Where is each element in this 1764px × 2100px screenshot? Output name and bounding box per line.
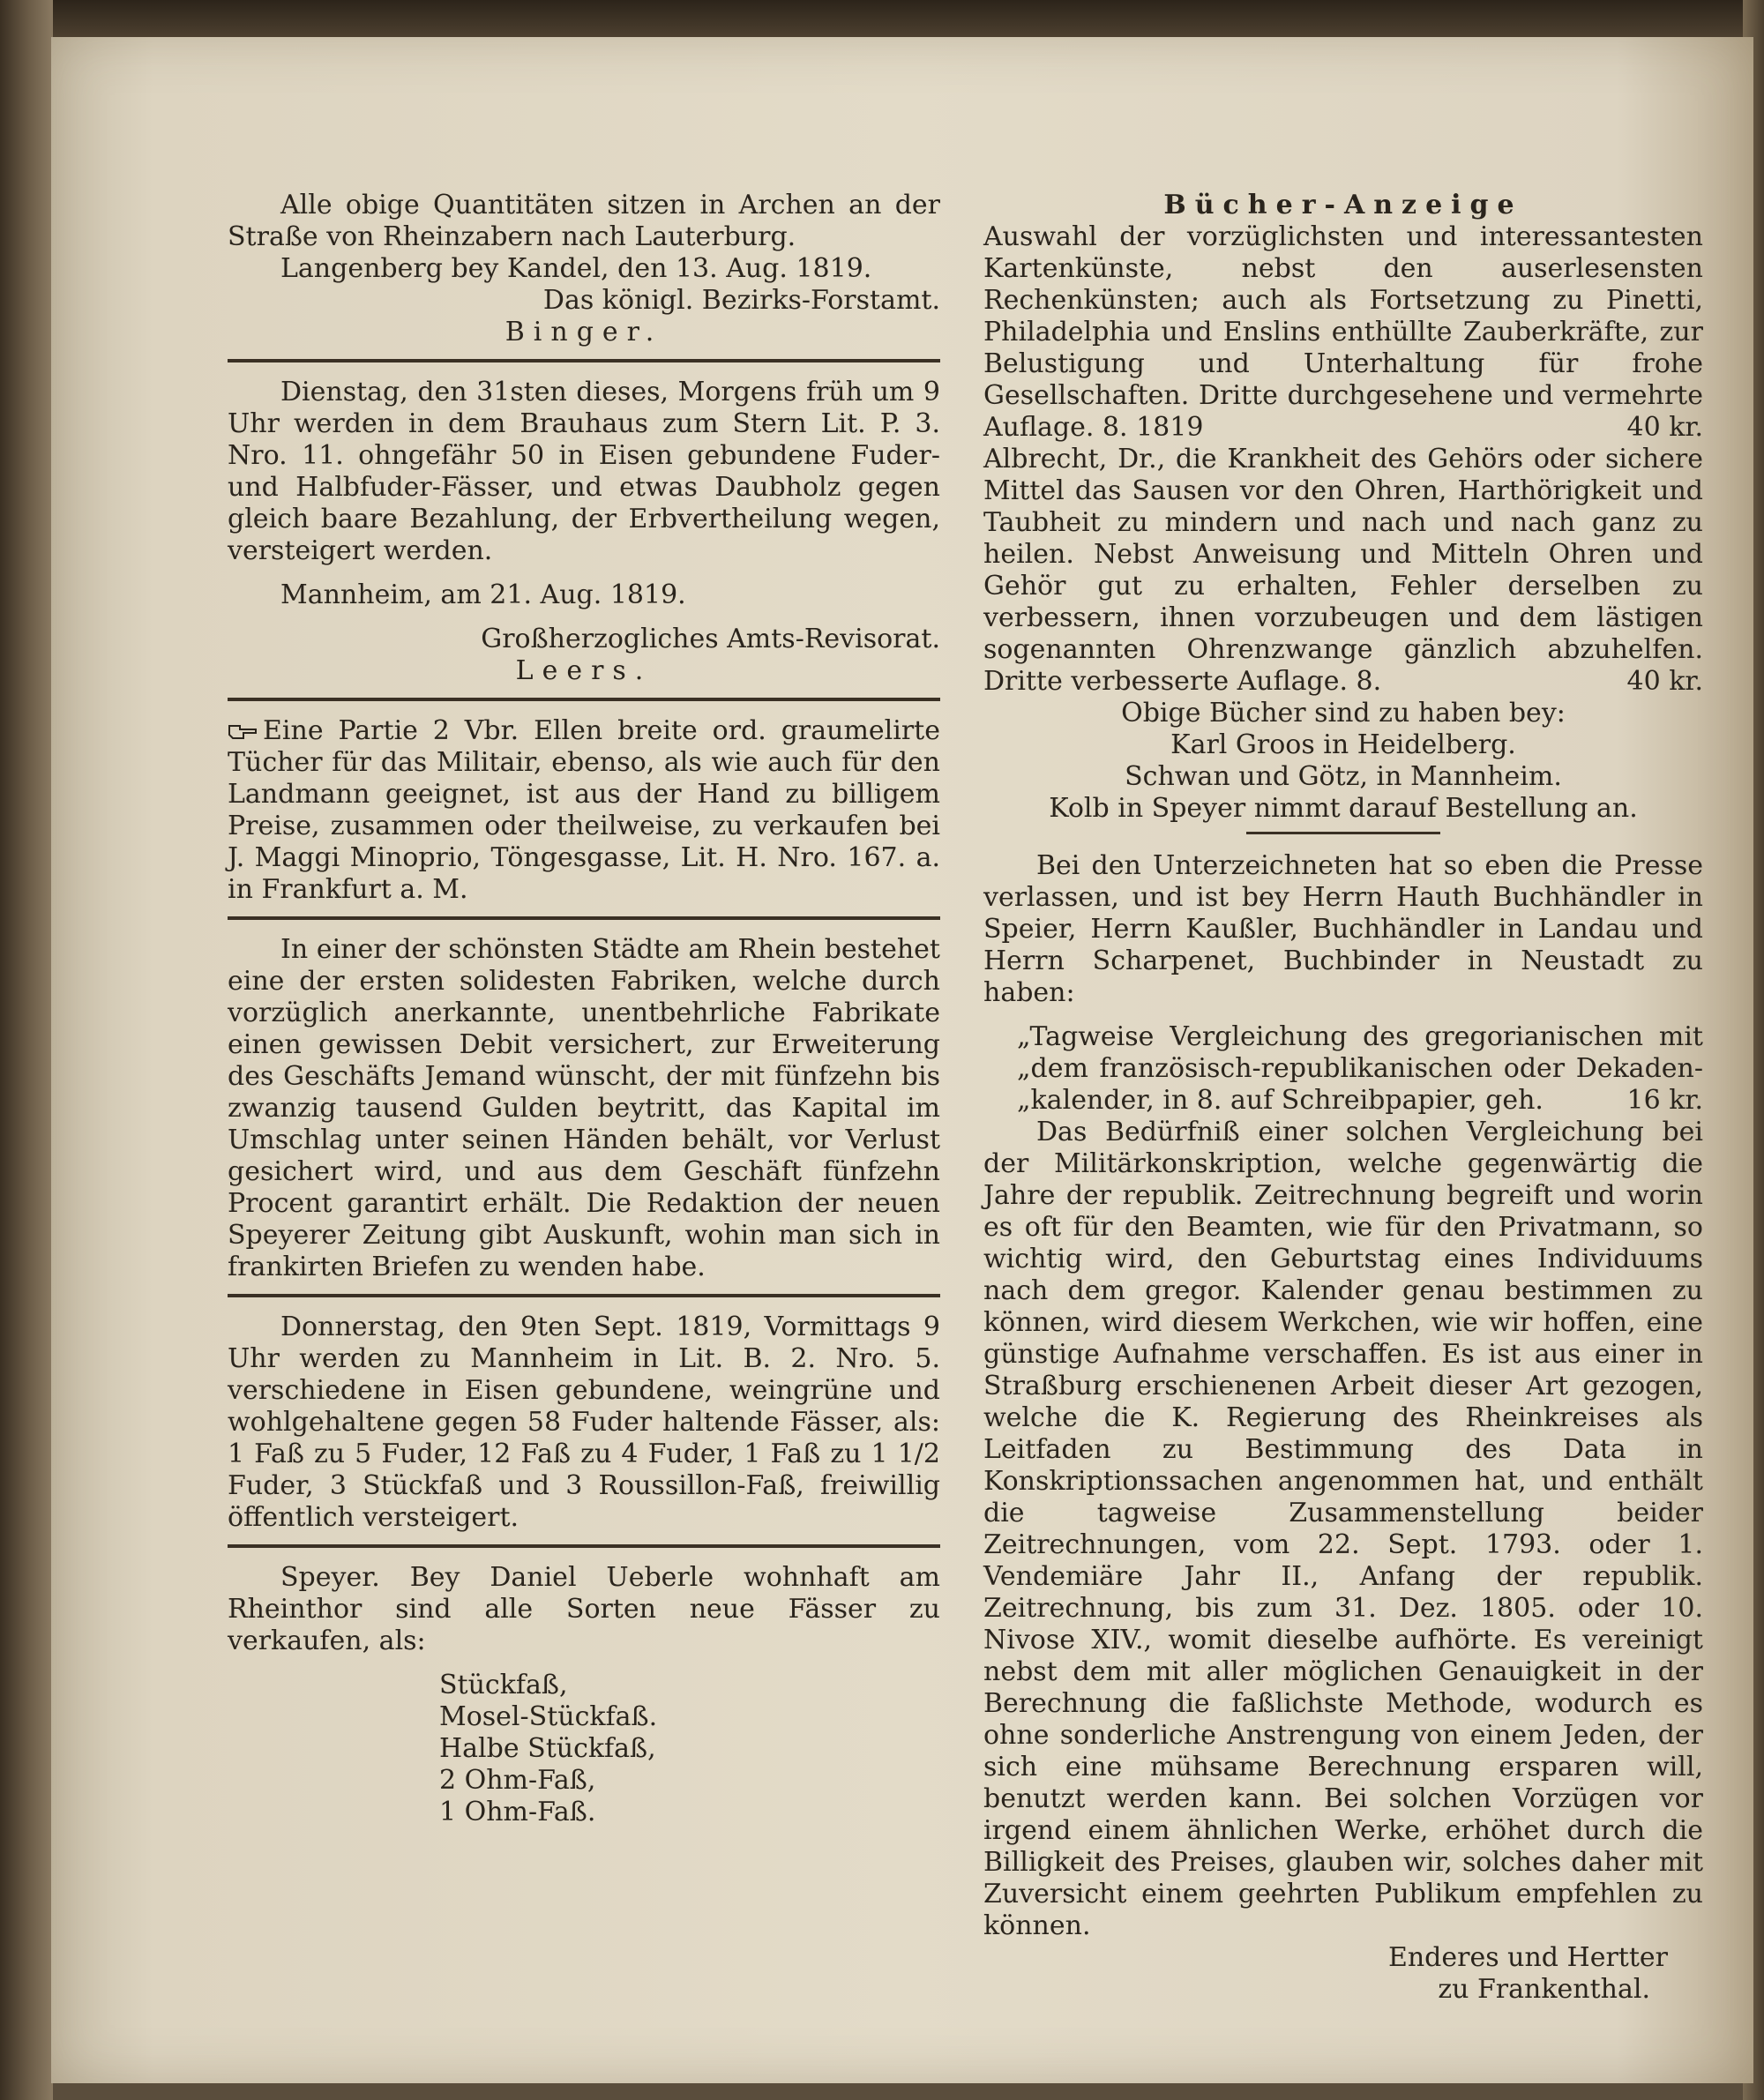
list-item: 1 Ohm-Faß. <box>439 1797 596 1827</box>
fabrik-text: In einer der schönsten Städte am Rhein bestehet eine der ersten solidesten Fabriken, welche durch vorzüglich anerkannte, unentbehrliche Fabrikate einen gewissen Debit versichert, zur Erweiterung des Geschäfts Jemand wünscht, der mit fünfzehn bis zwanzig tausend Gulden beytritt, das Kapital im Umschlag unter seinen Händen behält, vor Verlust gesichert wird, und aus dem Geschäft fünfzehn Procent garantirt erhält. Die Redaktion der neuen Speyerer Zeitung gibt Auskunft, wohin man sich in frankirten Briefen zu wenden habe. <box>228 934 940 1282</box>
book-ads-heading: Bücher-Anzeige <box>1163 190 1523 220</box>
availability-line-3: Schwan und Götz, in Mannheim. <box>1125 761 1562 792</box>
presse-title-price: 16 kr. <box>1626 1085 1703 1116</box>
availability-line-4: Kolb in Speyer nimmt darauf Bestellung an. <box>1049 793 1638 824</box>
rheinzabern-date: Langenberg bey Kandel, den 13. Aug. 1819. <box>280 253 872 284</box>
right-column <box>983 190 1703 2006</box>
tucher-text: Eine Partie 2 Vbr. Ellen breite ord. graumelirte Tücher für das Militair, ebenso, als wie auch für den Landmann geeignet, ist aus der Hand zu billigem Preise, zusammen oder theilweise, zu verkaufen bei J. Maggi Minoprio, Töngesgasse, Lit. H. Nro. 167. a. in Frankfurt a. M. <box>228 715 940 905</box>
mannheim-auction-name: Leers. <box>515 655 653 686</box>
speyer-text: Speyer. Bey Daniel Ueberle wohnhaft am Rheinthor sind alle Sorten neue Fässer zu verkaufen, als: <box>228 1562 940 1656</box>
list-item: 2 Ohm-Faß, <box>439 1765 596 1796</box>
book-1-text: Auswahl der vorzüglichsten und interessantesten Kartenkünste, nebst den auserlesensten Rechenkünsten; auch als Fortsetzung zu Pinetti, Philadelphia und Enslins enthüllte Zauberkräfte, zur Belustigung und Unterhaltung für frohe Gesellschaften. Dritte durchgesehene und vermehrte Auflage. 8. 1819 <box>983 221 1703 443</box>
availability-line-2: Karl Groos in Heidelberg. <box>1170 729 1516 760</box>
presse-signature-2: zu Frankenthal. <box>1438 1974 1650 2005</box>
mannheim-auction-date: Mannheim, am 21. Aug. 1819. <box>280 579 686 610</box>
book-2-price: 40 kr. <box>1626 666 1703 697</box>
presse-body: Das Bedürfniß einer solchen Vergleichung bei der Militärkonskription, welche gegenwärtig die Jahre der republik. Zeitrechnung begreift und worin es oft für den Beamten, wie für den Privatmann, so wichtig wird, den Geburtstag eines Individuums nach dem gregor. Kalender genau bestimmen zu können, wird diesem Werkchen, wie wir hoffen, eine günstige Aufnahme verschaffen. Es ist aus einer in Straßburg erschienenen Arbeit dieser Art gezogen, welche die K. Regierung des Rheinkreises als Leitfaden zu Bestimmung des Data in Konskriptionssachen angenommen hat, und enthält die tagweise Zusammenstellung beider Zeitrechnungen, vom 22. Sept. 1793. oder 1. Vendemiäre Jahr II., Anfang der republik. Zeitrechnung, bis zum 31. Dez. 1805. oder 10. Nivose XIV., womit dieselbe aufhörte. Es vereinigt nebst dem mit aller möglichen Genauigkeit in der Berechnung die faßlichste Methode, wodurch es ohne sonderliche Anstrengung von einem Jeden, der sich eine mühsame Berechnung ersparen will, benutzt werden kann. Bei solchen Vorzügen vor irgend einem ähnlichen Werke, erhöhet durch die Billigkeit des Preises, glauben wir, solches daher mit Zuversicht einem geehrten Publikum empfehlen zu können. <box>983 1117 1703 1941</box>
tucher-ad <box>228 715 940 906</box>
divider <box>228 698 940 701</box>
rheinzabern-text: Alle obige Quantitäten sitzen in Archen an der Straße von Rheinzabern nach Lauterburg. <box>228 190 940 252</box>
divider <box>228 916 940 920</box>
speyer-barrel-list <box>439 1670 940 1828</box>
pointing-hand-icon <box>228 722 258 742</box>
availability-line-1: Obige Bücher sind zu haben bey: <box>1121 698 1566 729</box>
presse-signature-1: Enderes und Hertter <box>1387 1942 1668 1973</box>
rheinzabern-name: Binger. <box>505 317 663 348</box>
list-item: Mosel-Stückfaß. <box>439 1701 658 1732</box>
rheinzabern-signature: Das königl. Bezirks-Forstamt. <box>542 285 940 316</box>
book-1-price: 40 kr. <box>1626 412 1703 443</box>
left-column <box>228 190 940 1828</box>
mannheim-auction-text: Dienstag, den 31sten dieses, Morgens früh um 9 Uhr werden in dem Brauhaus zum Stern Lit. P. 3. Nro. 11. ohngefähr 50 in Eisen gebundene Fuder- und Halbfuder-Fässer, und etwas Daubholz gegen gleich baare Bezahlung, der Erbvertheilung wegen, versteigert werden. <box>228 377 940 566</box>
list-item: Halbe Stückfaß, <box>439 1733 656 1764</box>
divider <box>1246 832 1440 834</box>
divider <box>228 1544 940 1548</box>
presse-intro: Bei den Unterzeichneten hat so eben die Presse verlassen, und ist bey Herrn Hauth Buchhändler in Speier, Herrn Kaußler, Buchhändler in Landau und Herrn Scharpenet, Buchbinder in Neustadt zu haben: <box>983 850 1703 1008</box>
divider <box>228 1294 940 1297</box>
book-spine <box>0 0 53 2100</box>
book-listing-1 <box>983 221 1703 444</box>
presse-title <box>1017 1021 1703 1117</box>
mannheim-auction-signature: Großherzogliches Amts-Revisorat. <box>481 624 940 654</box>
divider <box>228 359 940 362</box>
book-2-text: Albrecht, Dr., die Krankheit des Gehörs oder sichere Mittel das Sausen vor den Ohren, Harthörigkeit und Taubheit zu mindern und nach und nach ganz zu heilen. Nebst Anweisung und Mitteln Ohren und Gehör gut zu erhalten, Fehler derselben zu verbessern, ihnen vorzubeugen und dem lästigen sogenannten Ohrenzwange gänzlich abzuhelfen. Dritte verbesserte Auflage. 8. <box>983 444 1703 697</box>
donnerstag-text: Donnerstag, den 9ten Sept. 1819, Vormittags 9 Uhr werden zu Mannheim in Lit. B. 2. Nro. 5. verschiedene in Eisen gebundene, weingrüne und wohlgehaltene gegen 58 Fuder haltende Fässer, als: 1 Faß zu 5 Fuder, 12 Faß zu 4 Fuder, 1 Faß zu 1 1/2 Fuder, 3 Stückfaß und 3 Roussillon-Faß, freiwillig öffentlich versteigert. <box>228 1312 940 1533</box>
presse-title-text: „Tagweise Vergleichung des gregorianischen mit „dem französisch-republikanischen oder Dekaden- „kalender, in 8. auf Schreibpapier, geh. <box>1017 1021 1703 1116</box>
list-item: Stückfaß, <box>439 1670 568 1700</box>
book-listing-2 <box>983 444 1703 698</box>
